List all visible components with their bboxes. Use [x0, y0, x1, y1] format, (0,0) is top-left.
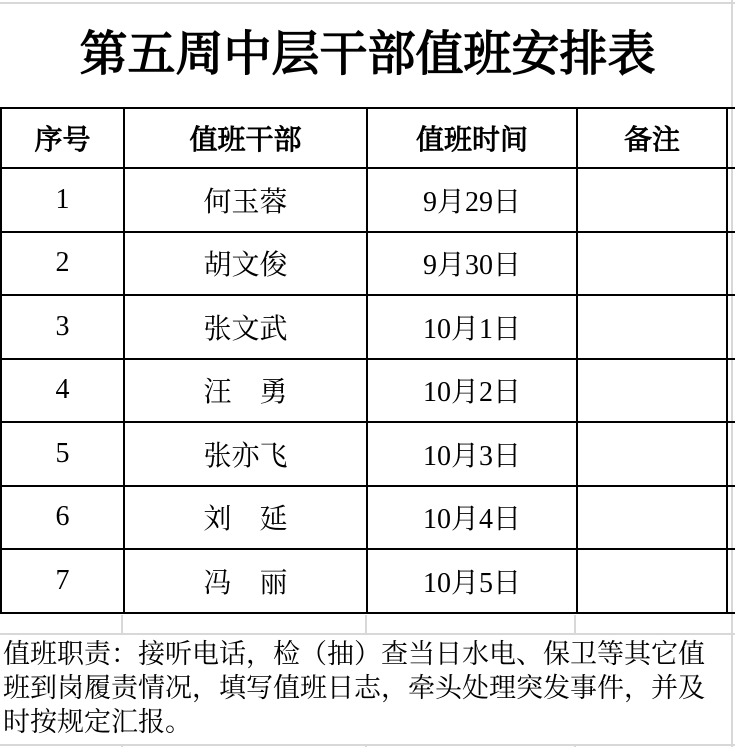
row-number-cell: 2: [1, 232, 124, 296]
duty-officer-name-cell: 胡文俊: [124, 232, 367, 296]
page-title: 第五周中层干部值班安排表: [79, 28, 656, 81]
remark-cell: [577, 486, 727, 550]
duty-date-cell: 10月2日: [367, 359, 577, 423]
duty-responsibilities-note: [3, 637, 735, 739]
duty-date-cell: 10月1日: [367, 295, 577, 359]
gridline-stub: [574, 615, 576, 634]
duty-officer-name-cell: 何玉蓉: [124, 168, 367, 232]
edge-spacer: [727, 295, 735, 359]
gridline-stub: [121, 615, 123, 634]
row-number-cell: 6: [1, 486, 124, 550]
duty-date-cell: 9月30日: [367, 232, 577, 296]
duty-date-cell: 10月3日: [367, 422, 577, 486]
header-duty-officer: 值班干部: [124, 108, 367, 168]
note-line: 班到岗履责情况，填写值班日志，牵头处理突发事件，并及: [3, 673, 705, 703]
edge-spacer: [727, 422, 735, 486]
table-row: [1, 422, 735, 486]
remark-cell: [577, 359, 727, 423]
duty-schedule-table: [0, 107, 735, 614]
duty-date-cell: 9月29日: [367, 168, 577, 232]
edge-spacer: [727, 486, 735, 550]
duty-officer-name-cell: 冯 丽: [124, 549, 367, 613]
duty-officer-name-cell: 刘 延: [124, 486, 367, 550]
duty-officer-name-cell: 汪 勇: [124, 359, 367, 423]
row-number-cell: 5: [1, 422, 124, 486]
table-row: [1, 359, 735, 423]
edge-spacer: [727, 359, 735, 423]
table-row: [1, 295, 735, 359]
header-serial-number: 序号: [1, 108, 124, 168]
row-number-cell: 1: [1, 168, 124, 232]
edge-spacer: [727, 168, 735, 232]
remark-cell: [577, 295, 727, 359]
gridline-top: [0, 2, 735, 4]
table-row: [1, 168, 735, 232]
remark-cell: [577, 168, 727, 232]
note-line: 时按规定汇报。: [3, 707, 192, 737]
remark-cell: [577, 422, 727, 486]
row-number-cell: 7: [1, 549, 124, 613]
edge-spacer: [727, 108, 735, 168]
remark-cell: [577, 549, 727, 613]
duty-officer-name-cell: 张文武: [124, 295, 367, 359]
header-remarks: 备注: [577, 108, 727, 168]
gridline-bottom: [0, 744, 735, 746]
duty-date-cell: 10月5日: [367, 549, 577, 613]
edge-spacer: [727, 549, 735, 613]
header-duty-time: 值班时间: [367, 108, 577, 168]
edge-spacer: [727, 232, 735, 296]
gridline-under-table: [0, 633, 735, 635]
duty-date-cell: 10月4日: [367, 486, 577, 550]
table-row: [1, 232, 735, 296]
row-number-cell: 3: [1, 295, 124, 359]
duty-officer-name-cell: 张亦飞: [124, 422, 367, 486]
note-line: 值班职责：接听电话，检（抽）查当日水电、保卫等其它值: [3, 639, 705, 669]
table-row: [1, 486, 735, 550]
gridline-stub: [365, 615, 367, 634]
table-header-row: [1, 108, 735, 168]
row-number-cell: 4: [1, 359, 124, 423]
table-row: [1, 549, 735, 613]
remark-cell: [577, 232, 727, 296]
